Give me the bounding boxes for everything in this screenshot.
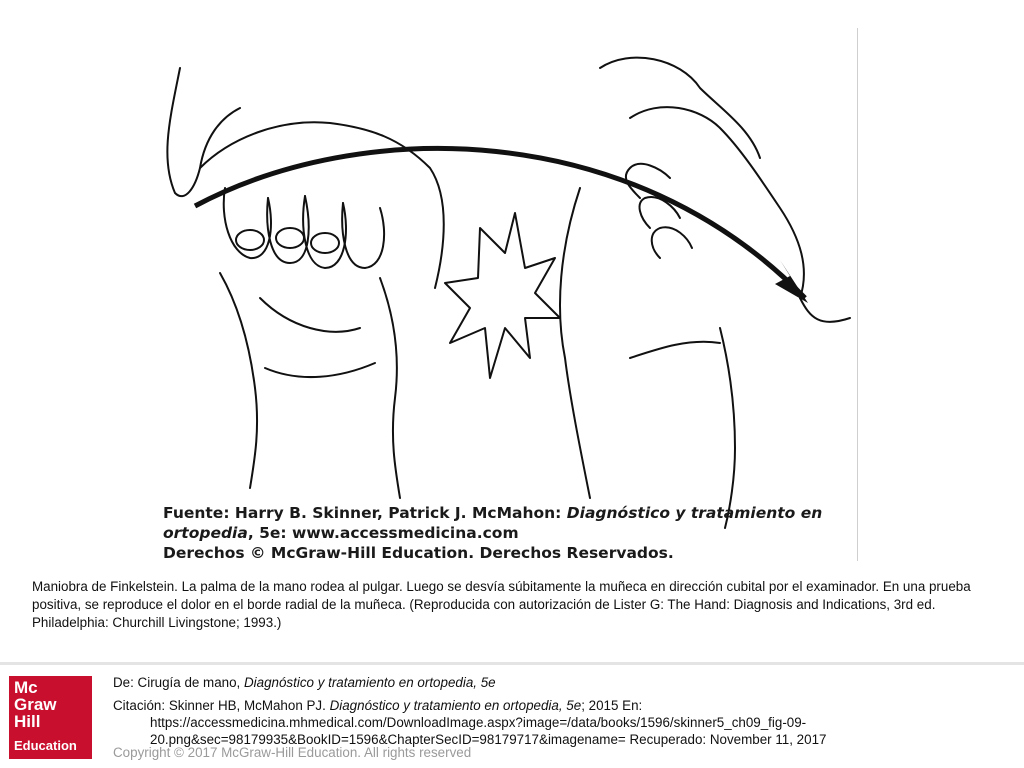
figure-right-border [857, 28, 858, 561]
finkelstein-figure [160, 28, 860, 561]
source-rights: Derechos © McGraw-Hill Education. Derechos Reservados. [163, 544, 674, 562]
source-chapter: De: Cirugía de mano, Diagnóstico y tratamiento en ortopedia, 5e [113, 675, 496, 690]
citation-url-line-1[interactable]: https://accessmedicina.mhmedical.com/DownloadImage.aspx?image=/data/books/1596/skinner5_ch09_fig-09- [150, 715, 807, 730]
footer-divider [0, 662, 1024, 665]
citation: Citación: Skinner HB, McMahon PJ. Diagnóstico y tratamiento en ortopedia, 5e; 2015 En: https://accessmedicina.mhmedical.com/DownloadImage.aspx?image=/data/books/1596/skinner5_ch09_fig-09- 20.png&sec=98179935&BookID=1596&ChapterSecID=98179717&imagename= Recuperado: November 11, 2017 [113, 697, 873, 748]
copyright-notice: Copyright © 2017 McGraw-Hill Education. All rights reserved [113, 745, 472, 760]
source-line-1: Fuente: Harry B. Skinner, Patrick J. McMahon: Diagnóstico y tratamiento en [163, 504, 823, 522]
figure-caption: Maniobra de Finkelstein. La palma de la mano rodea al pulgar. Luego se desvía súbitamente la muñeca en dirección cubital por el examinador. En una prueba positiva, se reproduce el dolor en el borde radial de la muñeca. (Reproducida con autorización de Lister G: The Hand: Diagnosis and Indications, 3rd ed. Philadelphia: Churchill Livingstone; 1993.) [32, 579, 971, 630]
citation-url-line-2[interactable]: 20.png&sec=98179935&BookID=1596&ChapterSecID=98179717&imagename= Recuperado: November 11, 2017 [150, 732, 827, 747]
hands-illustration [160, 28, 860, 561]
figure-source [163, 503, 843, 563]
mcgraw-hill-logo: Mc Graw Hill Education [9, 676, 92, 759]
source-line-2: ortopedia, 5e: www.accessmedicina.com [163, 524, 519, 542]
